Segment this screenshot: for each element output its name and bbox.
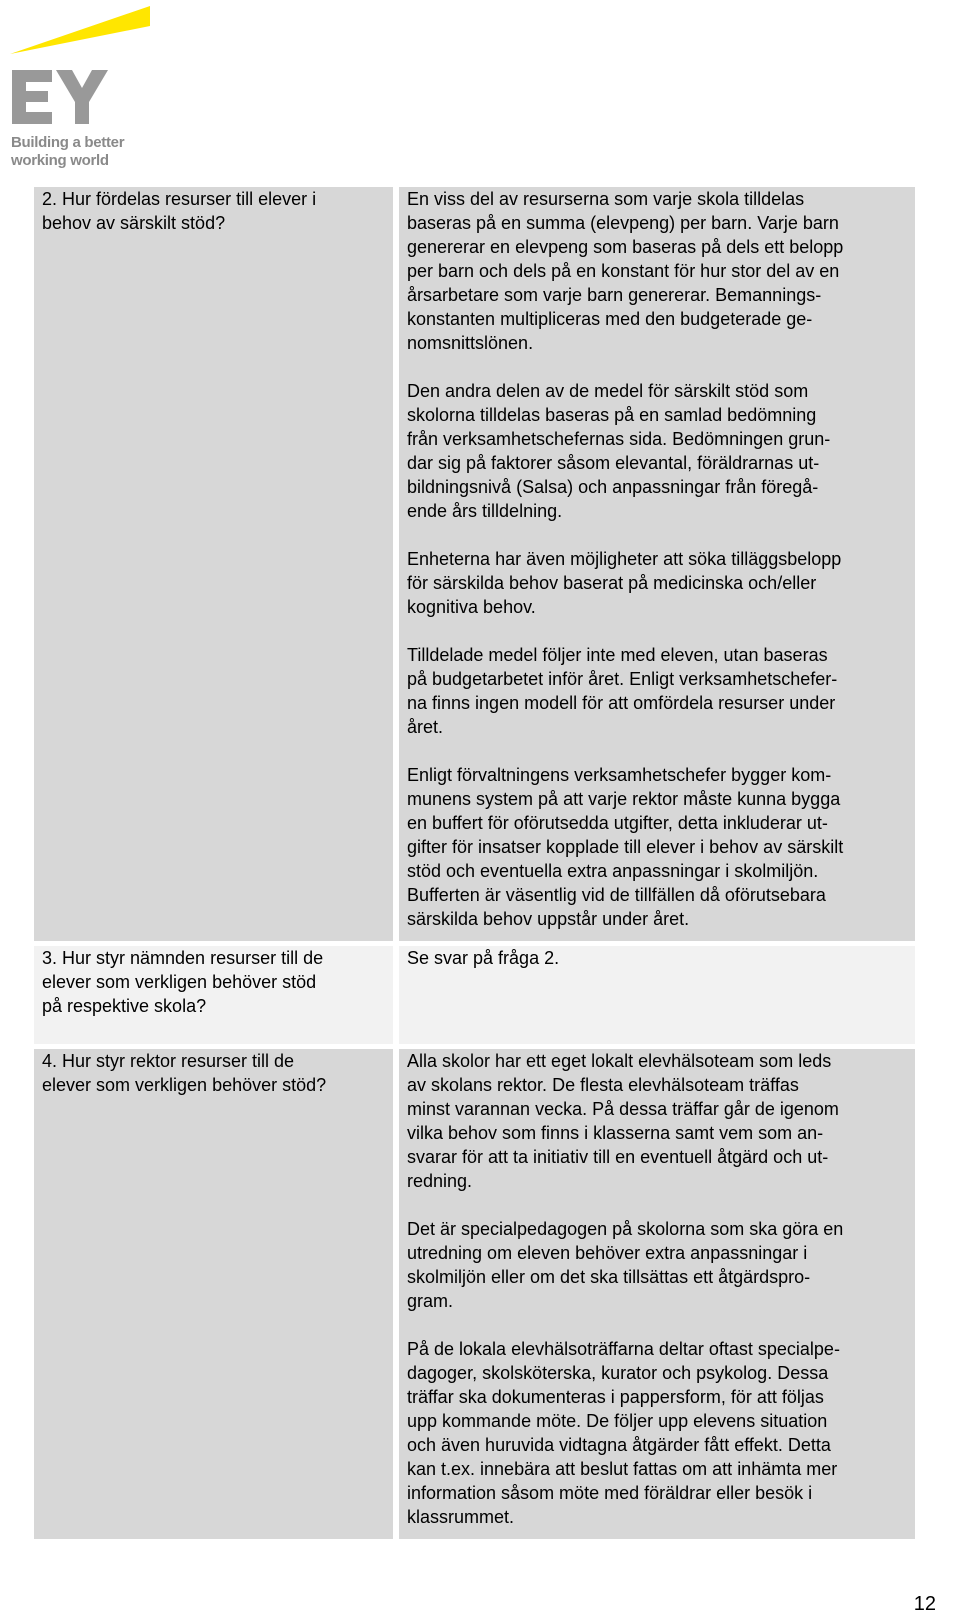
question-cell — [34, 1049, 393, 1539]
answer-cell — [399, 187, 915, 941]
answer-paragraph: Alla skolor har ett eget lokalt elevhälsoteam som leds av skolans rektor. De flesta elevhälsoteam träffas minst varannan vecka. På dessa träffar går de igenom vilka behov som finns i klasserna samt vem som an- svarar för att ta initiativ till en eventuell åtgärd och ut- redning. — [407, 1051, 839, 1191]
ey-tagline — [11, 134, 124, 170]
question-text: 2. Hur fördelas resurser till elever i behov av särskilt stöd? — [42, 189, 317, 233]
page-number: 12 — [913, 1593, 936, 1615]
answer-paragraph: Enheterna har även möjligheter att söka tilläggsbelopp för särskilda behov baserat på medicinska och/eller kognitiva behov. — [407, 549, 842, 617]
table-row — [34, 1049, 915, 1539]
table-row — [34, 946, 915, 1044]
question-text: 4. Hur styr rektor resurser till de elever som verkligen behöver stöd? — [42, 1051, 327, 1095]
qa-table — [28, 182, 921, 1544]
ey-logo-mark — [10, 6, 170, 131]
answer-paragraph: Det är specialpedagogen på skolorna som ska göra en utredning om eleven behöver extra anpassningar i skolmiljön eller om det ska tillsättas ett åtgärdspro- gram. — [407, 1219, 844, 1311]
question-cell — [34, 946, 393, 1044]
table-row — [34, 187, 915, 941]
tagline-line-1: Building a better — [11, 134, 125, 151]
question-cell — [34, 187, 393, 941]
answer-cell — [399, 946, 915, 1044]
answer-paragraph: Tilldelade medel följer inte med eleven, utan baseras på budgetarbetet inför året. Enligt verksamhetschefer- na finns ingen modell för att omfördela resurser under året. — [407, 645, 838, 737]
question-text: 3. Hur styr nämnden resurser till de elever som verkligen behöver stöd på respektive skola? — [42, 948, 324, 1016]
answer-paragraph: En viss del av resurserna som varje skola tilldelas baseras på en summa (elevpeng) per barn. Varje barn genererar en elevpeng som baseras på dels ett belopp per barn och dels på en konstant för hur stor del av en årsarbetare som varje barn genererar. Bemannings- konstanten multipliceras med den budgeterade ge- nomsnittslönen. — [407, 189, 844, 353]
ey-logo — [10, 6, 170, 171]
answer-paragraph: På de lokala elevhälsoträffarna deltar oftast specialpe- dagoger, skolsköterska, kurator och psykolog. Dessa träffar ska dokumenteras i pappersform, för att följas upp kommande möte. De följer upp elevens situation och även huruvida vidtagna åtgärder fått effekt. Detta kan t.ex. innebära att beslut fattas om att inhämta mer information såsom möte med föräldrar eller besök i klassrummet. — [407, 1339, 840, 1527]
answer-paragraph: Enligt förvaltningens verksamhetschefer bygger kom- munens system på att varje rektor måste kunna bygga en buffert för oförutsedda utgifter, detta inkluderar ut- gifter för insatser kopplade till elever i behov av särskilt stöd och eventuella extra anpassningar i skolmiljön. Bufferten är väsentlig vid de tillfällen då oförutsebara särskilda behov uppstår under året. — [407, 765, 844, 929]
answer-paragraph: Den andra delen av de medel för särskilt stöd som skolorna tilldelas baseras på en samlad bedömning från verksamhetschefernas sida. Bedömningen grun- dar sig på faktorer såsom elevantal, föräldrarnas ut- bildningsnivå (Salsa) och anpassningar från föregå- ende års tilldelning. — [407, 381, 831, 521]
answer-cell — [399, 1049, 915, 1539]
tagline-line-2: working world — [11, 152, 109, 169]
answer-paragraph: Se svar på fråga 2. — [407, 948, 560, 968]
